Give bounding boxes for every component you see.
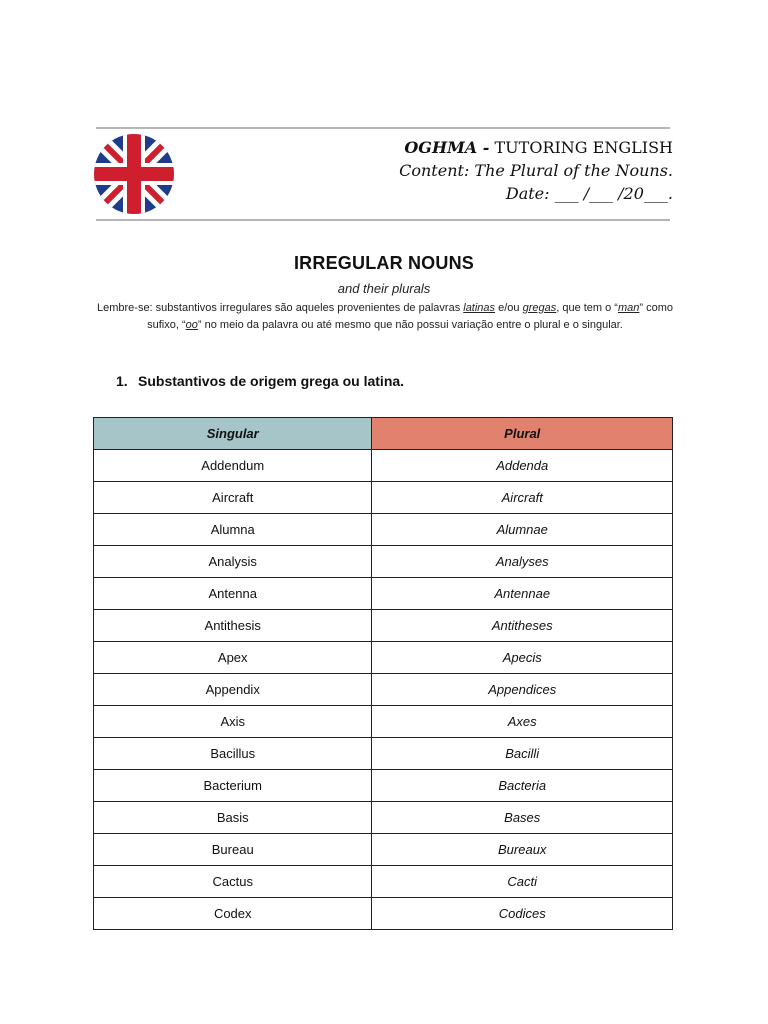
note-text: , que tem o “ (556, 302, 618, 314)
table-row (94, 514, 673, 546)
table-row (94, 738, 673, 770)
note-word-man: man (617, 302, 640, 314)
plural-column-header: Plural (372, 418, 673, 450)
singular-cell: Bacillus (94, 738, 372, 770)
table-row (94, 770, 673, 802)
table-row (94, 706, 673, 738)
date-line: Date: ___ /___ /20___. (505, 184, 673, 203)
singular-cell: Bureau (94, 834, 372, 866)
header-line-brand (399, 136, 673, 159)
plural-cell: Bacteria (372, 770, 673, 802)
table-row (94, 546, 673, 578)
plural-cell: Analyses (372, 546, 673, 578)
singular-cell: Addendum (94, 450, 372, 482)
page-subtitle: and their plurals (337, 281, 431, 296)
table-row (94, 802, 673, 834)
plural-cell: Codices (372, 898, 673, 930)
note-word-oo: oo (185, 319, 198, 331)
plural-cell: Aircraft (372, 482, 673, 514)
table-row (94, 450, 673, 482)
note-text: ” no meio da palavra ou até mesmo que não possui variação entre o plural e o singular. (197, 319, 623, 331)
plural-cell: Addenda (372, 450, 673, 482)
plural-cell: Bases (372, 802, 673, 834)
header-bottom-rule (96, 219, 670, 221)
plural-cell: Axes (372, 706, 673, 738)
reminder-note (95, 300, 675, 334)
singular-cell: Bacterium (94, 770, 372, 802)
plural-cell: Antitheses (372, 610, 673, 642)
note-word-gregas: gregas (522, 302, 557, 314)
table-row (94, 898, 673, 930)
note-text: e/ou (495, 302, 523, 314)
singular-cell: Alumna (94, 514, 372, 546)
plural-cell: Bureaux (372, 834, 673, 866)
note-text: Lembre-se: substantivos irregulares são aqueles provenientes de palavras (96, 302, 464, 314)
singular-cell: Codex (94, 898, 372, 930)
singular-cell: Apex (94, 642, 372, 674)
section-number: 1. (116, 373, 128, 389)
note-text: ” como sufixo, “ (147, 302, 674, 331)
plural-cell: Cacti (372, 866, 673, 898)
document-header (399, 136, 673, 205)
nouns-table (93, 417, 673, 930)
table-row (94, 482, 673, 514)
plural-cell: Apecis (372, 642, 673, 674)
brand-name: OGHMA - (404, 138, 490, 157)
singular-cell: Analysis (94, 546, 372, 578)
table-row (94, 642, 673, 674)
table-row (94, 834, 673, 866)
singular-cell: Cactus (94, 866, 372, 898)
table-row (94, 578, 673, 610)
table-header-row (94, 418, 673, 450)
singular-column-header: Singular (94, 418, 372, 450)
table-row (94, 610, 673, 642)
note-word-latinas: latinas (463, 302, 496, 314)
plural-cell: Alumnae (372, 514, 673, 546)
section-heading (116, 373, 404, 389)
singular-cell: Antenna (94, 578, 372, 610)
singular-cell: Appendix (94, 674, 372, 706)
header-top-rule (96, 127, 670, 129)
table-row (94, 674, 673, 706)
content-line: Content: The Plural of the Nouns. (399, 161, 673, 180)
plural-cell: Appendices (372, 674, 673, 706)
page-title: IRREGULAR NOUNS (293, 253, 474, 273)
plural-cell: Antennae (372, 578, 673, 610)
brand-subtitle: TUTORING ENGLISH (489, 138, 673, 157)
singular-cell: Basis (94, 802, 372, 834)
singular-cell: Axis (94, 706, 372, 738)
singular-cell: Aircraft (94, 482, 372, 514)
uk-flag-icon (92, 132, 176, 216)
table-row (94, 866, 673, 898)
singular-cell: Antithesis (94, 610, 372, 642)
plural-cell: Bacilli (372, 738, 673, 770)
section-title: Substantivos de origem grega ou latina. (138, 373, 405, 389)
